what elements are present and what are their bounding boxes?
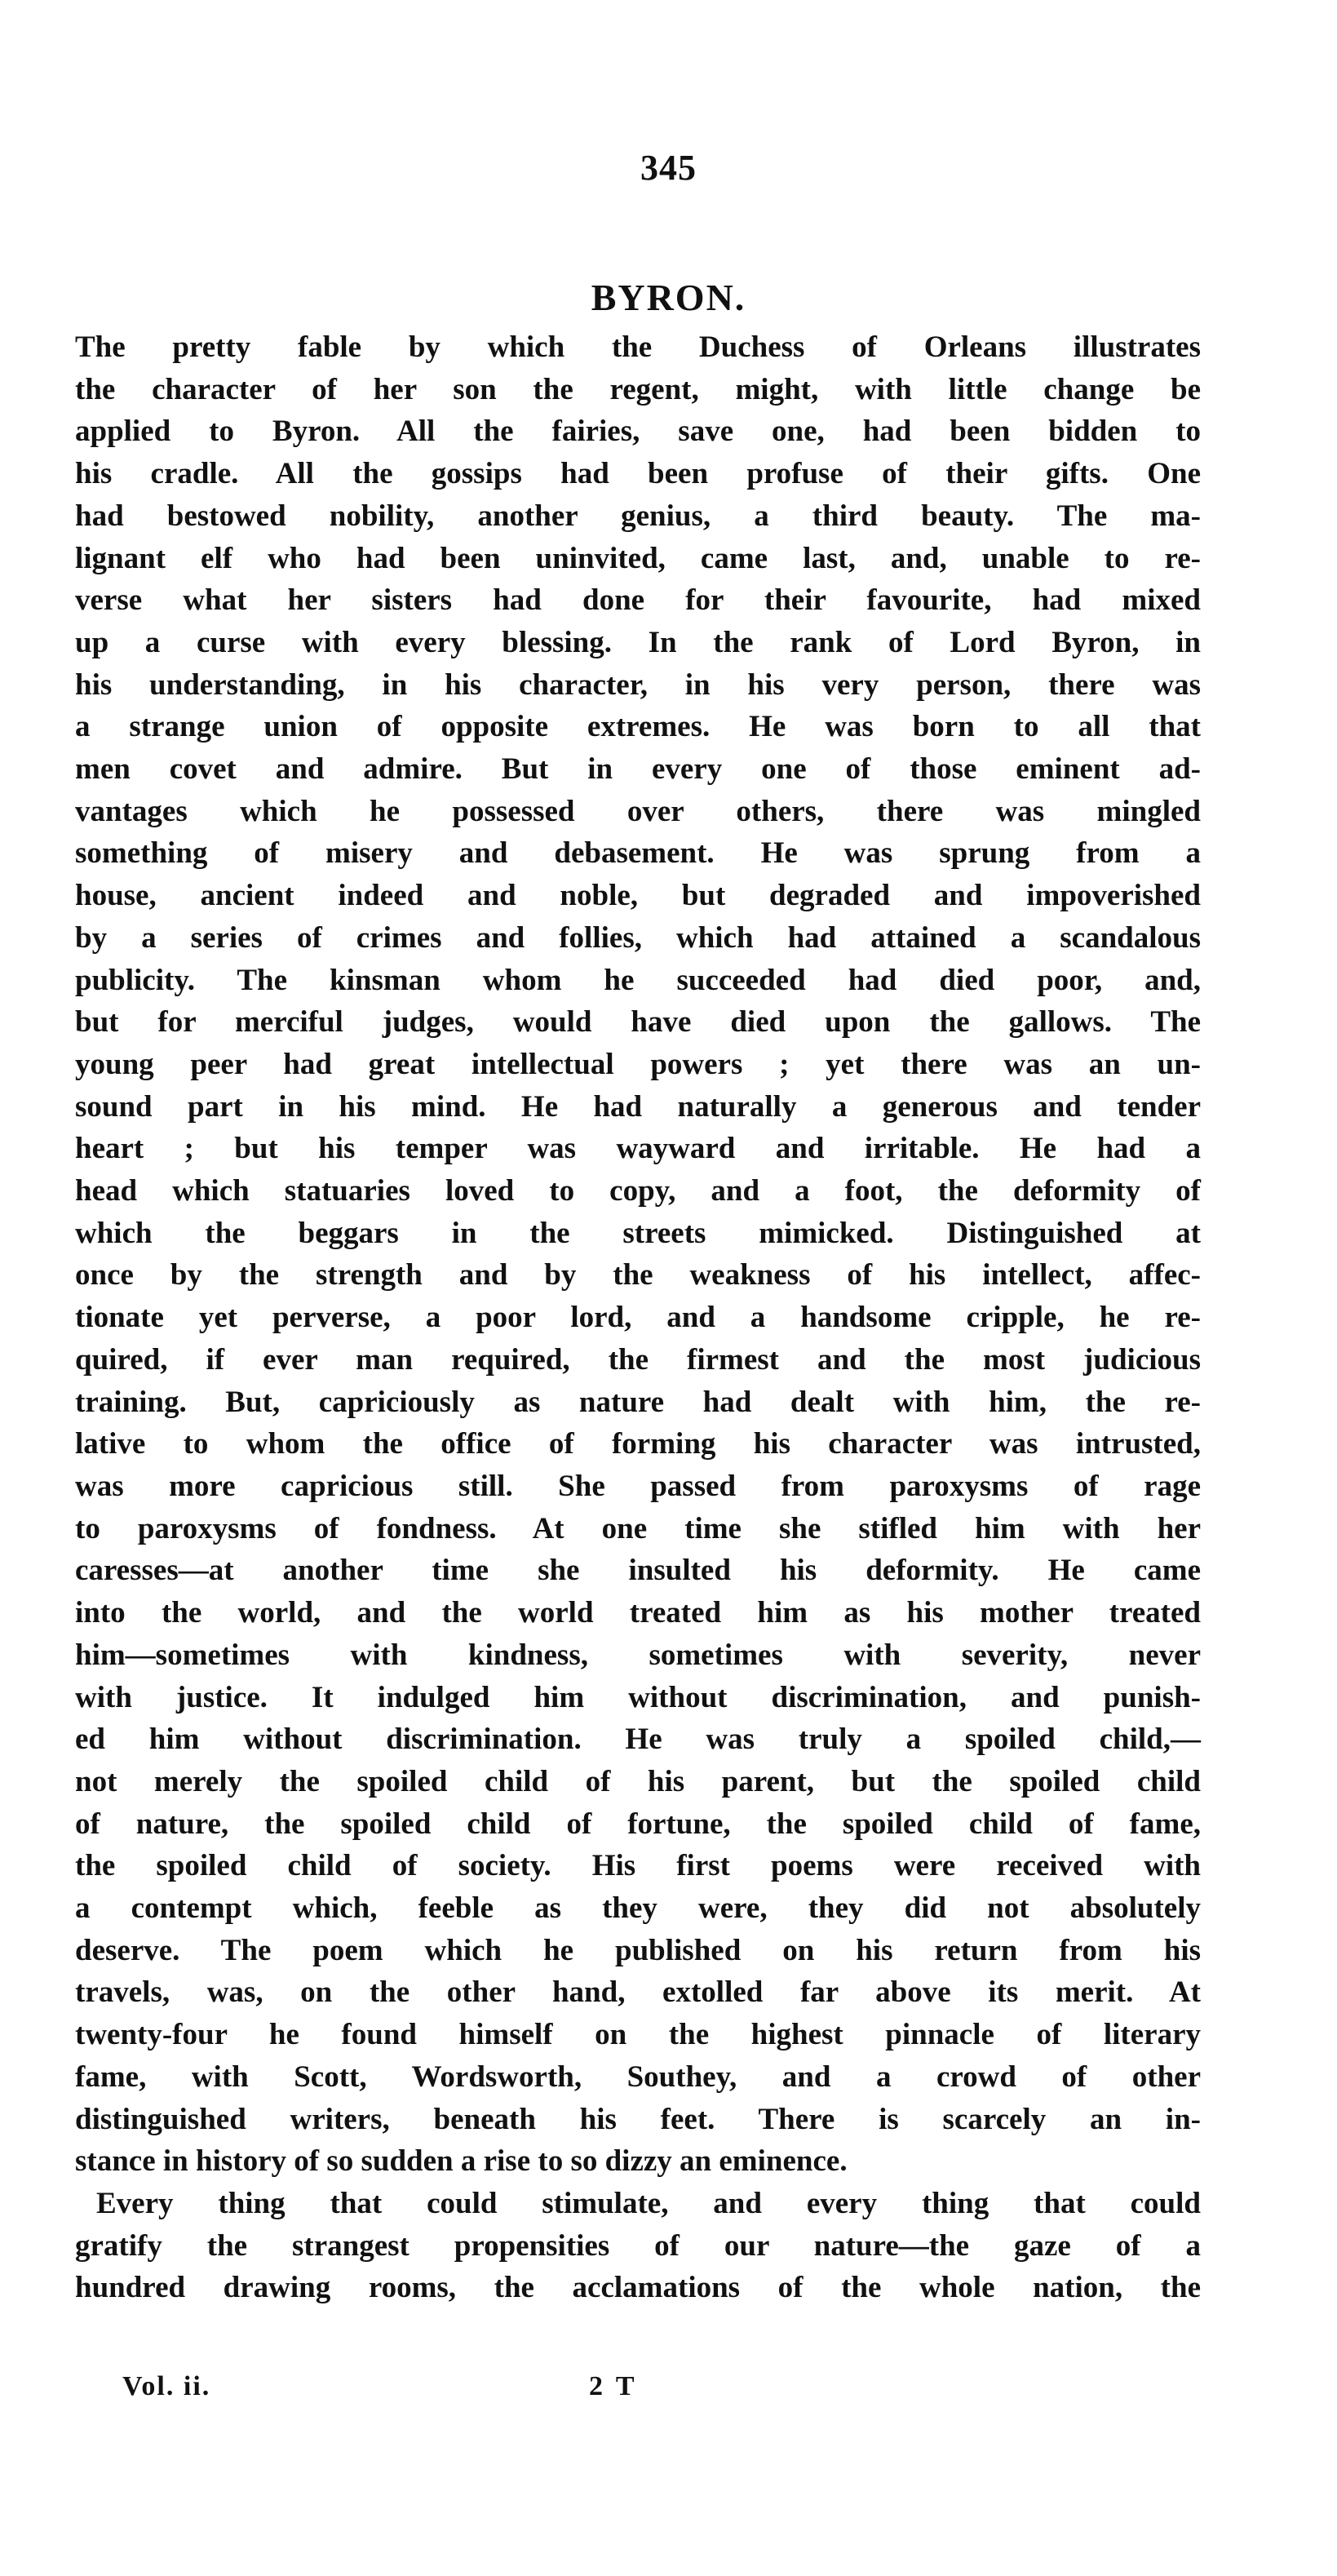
- text-line: had bestowed nobility, another genius, a third beauty. The ma-: [75, 499, 1201, 533]
- text-line: the spoiled child of society. His first poems were received with: [75, 1849, 1201, 1883]
- text-line: him—sometimes with kindness, sometimes with severity, never: [75, 1638, 1201, 1672]
- text-line: hundred drawing rooms, the acclamations of the whole nation, the: [75, 2271, 1201, 2305]
- text-line: young peer had great intellectual powers ; yet there was an un-: [75, 1047, 1201, 1081]
- text-line: vantages which he possessed over others, there was mingled: [75, 794, 1201, 828]
- text-line: but for merciful judges, would have died upon the gallows. The: [75, 1005, 1201, 1040]
- text-line: lignant elf who had been uninvited, came last, and, unable to re-: [75, 541, 1201, 575]
- text-line: fame, with Scott, Wordsworth, Southey, and a crowd of other: [75, 2059, 1201, 2094]
- text-line: once by the strength and by the weakness of his intellect, affec-: [75, 1258, 1201, 1292]
- text-line: stance in history of so sudden a rise to so dizzy an eminence.: [75, 2144, 848, 2179]
- text-line: The pretty fable by which the Duchess of Orleans illustrates: [75, 330, 1201, 364]
- text-line: Every thing that could stimulate, and every thing that could: [96, 2186, 1201, 2220]
- text-line: the character of her son the regent, might, with little change be: [75, 372, 1201, 406]
- volume-label: Vol. ii.: [122, 2371, 211, 2401]
- text-line: house, ancient indeed and noble, but degraded and impoverished: [75, 879, 1201, 913]
- body-text: [75, 326, 1201, 2309]
- text-line: a contempt which, feeble as they were, they did not absolutely: [75, 1891, 1201, 1926]
- page-number: 345: [640, 148, 697, 188]
- text-line: deserve. The poem which he published on his return from his: [75, 1933, 1201, 1967]
- text-line: gratify the strangest propensities of our nature—the gaze of a: [75, 2228, 1201, 2263]
- text-line: travels, was, on the other hand, extolled far above its merit. At: [75, 1975, 1201, 2010]
- text-line: quired, if ever man required, the firmest and the most judicious: [75, 1342, 1201, 1377]
- text-line: which the beggars in the streets mimicked. Distinguished at: [75, 1216, 1201, 1250]
- text-line: a strange union of opposite extremes. He was born to all that: [75, 710, 1201, 744]
- text-line: twenty-four he found himself on the highest pinnacle of literary: [75, 2018, 1201, 2052]
- text-line: to paroxysms of fondness. At one time she stifled him with her: [75, 1511, 1201, 1545]
- text-line: into the world, and the world treated him as his mother treated: [75, 1596, 1201, 1630]
- text-line: lative to whom the office of forming his character was intrusted,: [75, 1427, 1201, 1461]
- text-line: was more capricious still. She passed from paroxysms of rage: [75, 1469, 1201, 1503]
- text-line: publicity. The kinsman whom he succeeded had died poor, and,: [75, 963, 1201, 997]
- text-line: by a series of crimes and follies, which had attained a scandalous: [75, 920, 1201, 955]
- text-line: of nature, the spoiled child of fortune, the spoiled child of fame,: [75, 1807, 1201, 1841]
- text-line: heart ; but his temper was wayward and irritable. He had a: [75, 1132, 1201, 1166]
- text-line: caresses—at another time she insulted his deformity. He came: [75, 1554, 1201, 1588]
- text-line: applied to Byron. All the fairies, save one, had been bidden to: [75, 415, 1201, 449]
- text-line: his cradle. All the gossips had been profuse of their gifts. One: [75, 457, 1201, 491]
- page-footer: [0, 2371, 1337, 2412]
- signature-mark: 2 T: [589, 2371, 638, 2401]
- text-line: head which statuaries loved to copy, and a foot, the deformity of: [75, 1174, 1201, 1208]
- text-line: not merely the spoiled child of his parent, but the spoiled child: [75, 1764, 1201, 1798]
- text-line: distinguished writers, beneath his feet. There is scarcely an in-: [75, 2102, 1201, 2136]
- text-line: men covet and admire. But in every one of those eminent ad-: [75, 752, 1201, 787]
- chapter-title: BYRON.: [591, 277, 746, 318]
- text-line: sound part in his mind. He had naturally a generous and tender: [75, 1089, 1201, 1124]
- paragraph: [75, 326, 1201, 2183]
- text-line: with justice. It indulged him without discrimination, and punish-: [75, 1680, 1201, 1714]
- text-line: verse what her sisters had done for their favourite, had mixed: [75, 583, 1201, 618]
- text-line: his understanding, in his character, in his very person, there was: [75, 667, 1201, 702]
- text-line: tionate yet perverse, a poor lord, and a handsome cripple, he re-: [75, 1301, 1201, 1335]
- text-line: ed him without discrimination. He was truly a spoiled child,—: [75, 1723, 1201, 1757]
- text-line: up a curse with every blessing. In the rank of Lord Byron, in: [75, 625, 1201, 659]
- text-line: something of misery and debasement. He was sprung from a: [75, 836, 1201, 871]
- text-line: training. But, capriciously as nature had dealt with him, the re-: [75, 1385, 1201, 1419]
- paragraph: [75, 2183, 1201, 2309]
